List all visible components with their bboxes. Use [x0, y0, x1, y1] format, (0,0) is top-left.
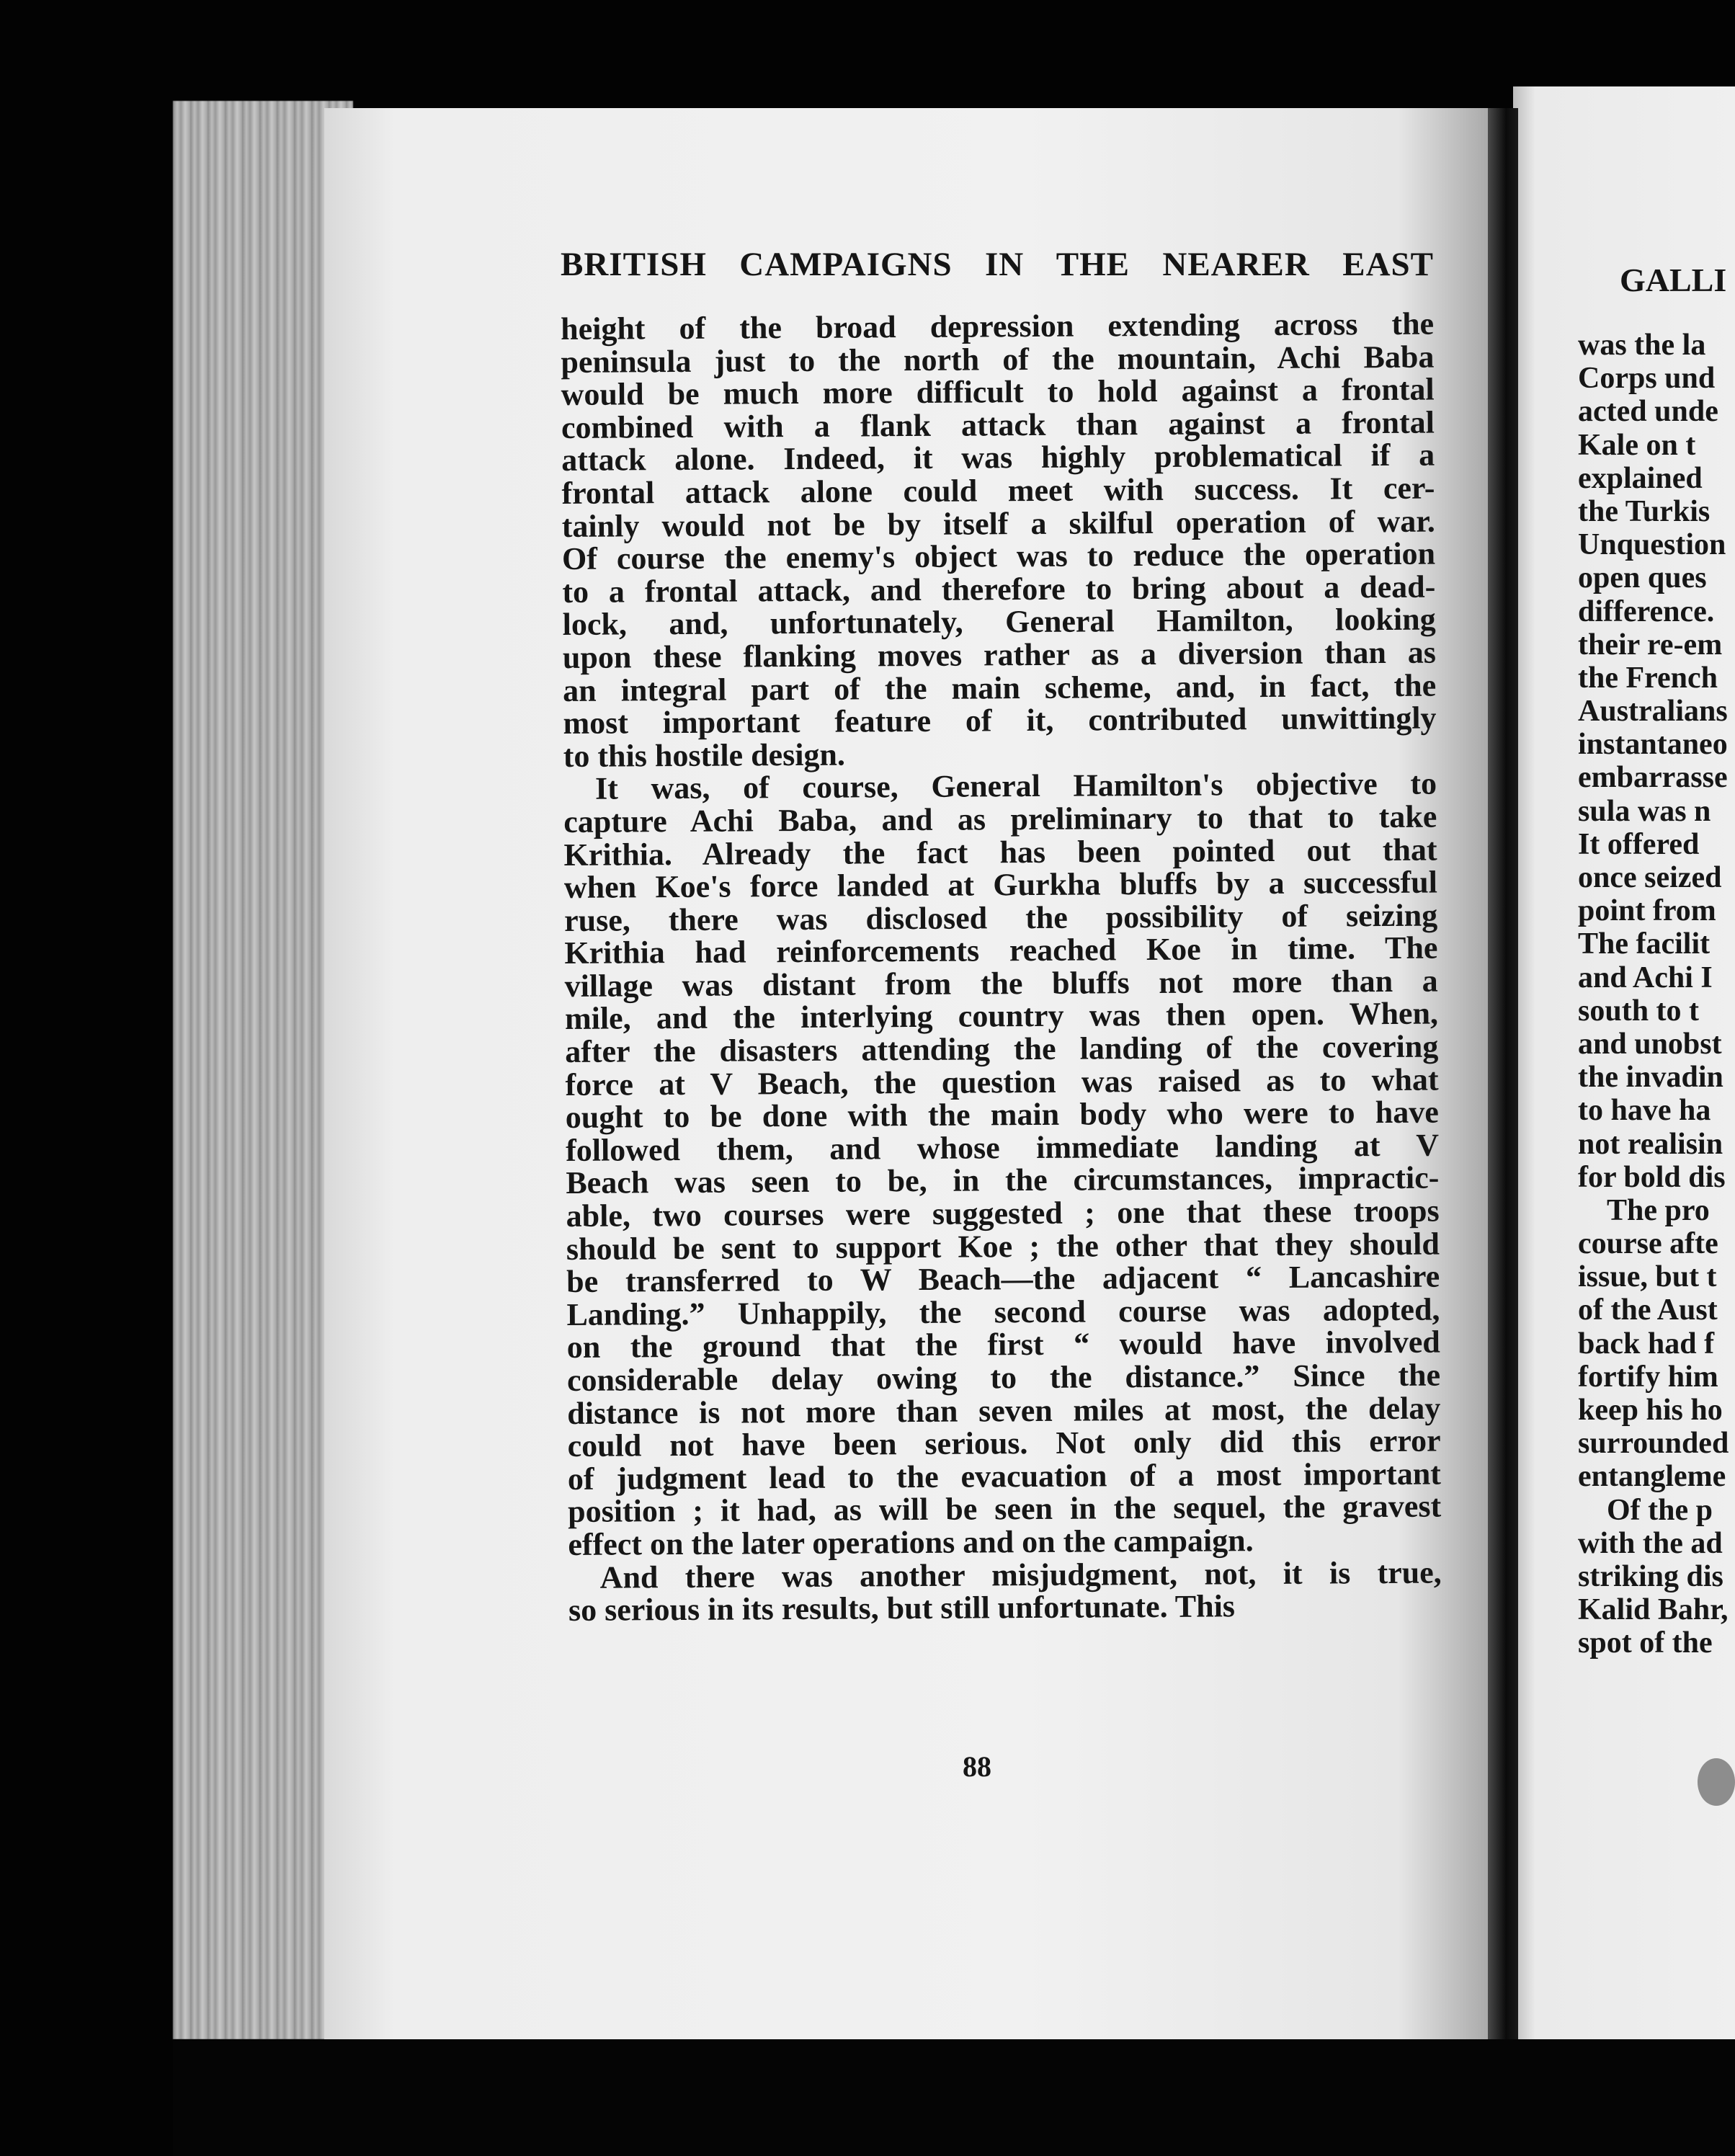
- text-line: their re-em: [1578, 628, 1723, 662]
- text-line: Beach was seen to be, in the circumstances, impractic-: [566, 1160, 1440, 1201]
- text-line: fortify him: [1578, 1360, 1718, 1394]
- text-line: Corps und: [1578, 362, 1716, 396]
- text-line: village was distant from the bluffs not more than a: [564, 963, 1438, 1004]
- text-line: should be sent to support Koe ; the other that they should: [566, 1226, 1440, 1267]
- right-page-text: [1578, 329, 1735, 1660]
- text-line: position ; it had, as will be seen in the sequel, the gravest: [568, 1488, 1442, 1530]
- text-line: entangleme: [1578, 1460, 1726, 1494]
- text-line: mile, and the interlying country was then open. When,: [564, 996, 1439, 1037]
- ink-blot: [1698, 1758, 1735, 1806]
- text-line: the Turkis: [1578, 494, 1711, 528]
- text-line: frontal attack alone could meet with success. It cer-: [561, 470, 1435, 511]
- text-line: ruse, there was disclosed the possibility of seizing: [564, 897, 1438, 938]
- text-line: when Koe's force landed at Gurkha bluffs by a successful: [563, 864, 1437, 906]
- text-line: considerable delay owing to the distance.” Since the: [566, 1357, 1441, 1398]
- text-line: The pro: [1607, 1193, 1710, 1227]
- text-line: Of course the enemy's object was to reduce the operation: [561, 535, 1436, 577]
- text-line: peninsula just to the north of the mountain, Achi Baba: [561, 339, 1435, 380]
- text-line: the French: [1578, 661, 1718, 695]
- right-running-head: GALLI: [1620, 262, 1727, 298]
- text-line: Krithia had reinforcements reached Koe in time. The: [564, 930, 1438, 971]
- text-line: upon these flanking moves rather as a diversion than as: [562, 634, 1437, 675]
- text-line: capture Achi Baba, and as preliminary to that to take: [563, 798, 1437, 839]
- text-line: acted unde: [1578, 395, 1718, 429]
- running-head: BRITISH CAMPAIGNS IN THE NEARER EAST: [561, 246, 1434, 283]
- text-line: Kale on t: [1578, 428, 1696, 462]
- book-gutter: [1488, 108, 1518, 2046]
- text-line: sula was n: [1578, 794, 1711, 828]
- text-line: Australians: [1578, 695, 1728, 729]
- text-line: to this hostile design.: [563, 736, 846, 774]
- text-line: force at V Beach, the question was raised as to what: [565, 1061, 1439, 1102]
- text-line: It offered: [1578, 827, 1700, 861]
- text-line: And there was another misjudgment, not, it is true,: [599, 1554, 1442, 1595]
- text-line: striking dis: [1578, 1559, 1723, 1593]
- text-line: height of the broad depression extending across the: [560, 306, 1435, 347]
- body-text: [561, 308, 1442, 1627]
- text-line: back had f: [1578, 1327, 1715, 1360]
- text-line: course afte: [1578, 1227, 1718, 1261]
- text-line: an integral part of the main scheme, and, in fact, the: [563, 667, 1437, 708]
- text-line: be transferred to W Beach—the adjacent “ Lancashire: [566, 1258, 1440, 1300]
- text-line: difference.: [1578, 594, 1715, 628]
- text-line: after the disasters attending the landing of the covering: [565, 1028, 1439, 1070]
- text-line: for bold dis: [1578, 1160, 1726, 1194]
- text-line: could not have been serious. Not only did this error: [567, 1422, 1441, 1464]
- text-line: the invadin: [1578, 1061, 1723, 1095]
- text-line: It was, of course, General Hamilton's objective to: [594, 765, 1437, 807]
- text-line: explained: [1578, 461, 1703, 495]
- text-line: so serious in its results, but still unfortunate. This: [568, 1588, 1236, 1629]
- text-line: attack alone. Indeed, it was highly problematical if a: [561, 437, 1435, 478]
- text-line: embarrasse: [1578, 761, 1728, 795]
- text-line: was the la: [1578, 329, 1706, 362]
- text-line: The facilit: [1578, 927, 1711, 961]
- text-line: followed them, and whose immediate landing at V: [565, 1127, 1440, 1168]
- text-line: Krithia. Already the fact has been pointed out that: [563, 832, 1437, 873]
- text-line: ought to be done with the main body who were to have: [565, 1094, 1439, 1136]
- text-line: open ques: [1578, 561, 1707, 595]
- text-line: most important feature of it, contributed unwittingly: [563, 700, 1437, 741]
- text-line: instantaneo: [1578, 728, 1728, 762]
- text-line: south to t: [1578, 994, 1700, 1028]
- text-line: combined with a flank attack than against a frontal: [561, 404, 1435, 445]
- text-line: Of the p: [1607, 1493, 1713, 1527]
- text-line: keep his ho: [1578, 1394, 1723, 1427]
- text-line: and unobst: [1578, 1027, 1722, 1061]
- text-line: on the ground that the first “ would have involved: [566, 1324, 1440, 1366]
- text-line: surrounded: [1578, 1427, 1729, 1461]
- text-line: point from: [1578, 894, 1716, 928]
- text-line: to a frontal attack, and therefore to bring about a dead-: [562, 569, 1436, 610]
- text-line: Unquestion: [1578, 528, 1726, 562]
- text-line: distance is not more than seven miles at most, the delay: [567, 1390, 1441, 1431]
- text-line: to have ha: [1578, 1094, 1711, 1128]
- text-line: able, two courses were suggested ; one that these troops: [566, 1193, 1440, 1234]
- paragraph: [561, 308, 1437, 773]
- text-line: tainly would not be by itself a skilful operation of war.: [561, 503, 1435, 544]
- text-line: spot of the: [1578, 1626, 1713, 1660]
- text-line: lock, and, unfortunately, General Hamilton, looking: [562, 601, 1436, 643]
- text-line: Landing.” Unhappily, the second course was adopted,: [566, 1291, 1440, 1332]
- dark-background: [173, 2039, 1735, 2156]
- text-line: with the ad: [1578, 1526, 1723, 1560]
- text-line: once seized: [1578, 861, 1722, 894]
- text-line: not realisin: [1578, 1127, 1723, 1161]
- paragraph: [563, 767, 1442, 1562]
- text-line: issue, but t: [1578, 1260, 1717, 1294]
- text-line: would be much more difficult to hold against a frontal: [561, 371, 1435, 413]
- text-line: of the Aust: [1578, 1293, 1718, 1327]
- page-number: 88: [963, 1750, 991, 1783]
- paragraph: [568, 1556, 1442, 1627]
- text-line: and Achi I: [1578, 961, 1713, 994]
- text-line: effect on the later operations and on the campaign.: [568, 1523, 1254, 1562]
- text-line: Kalid Bahr,: [1578, 1593, 1729, 1627]
- text-line: of judgment lead to the evacuation of a most important: [567, 1456, 1442, 1497]
